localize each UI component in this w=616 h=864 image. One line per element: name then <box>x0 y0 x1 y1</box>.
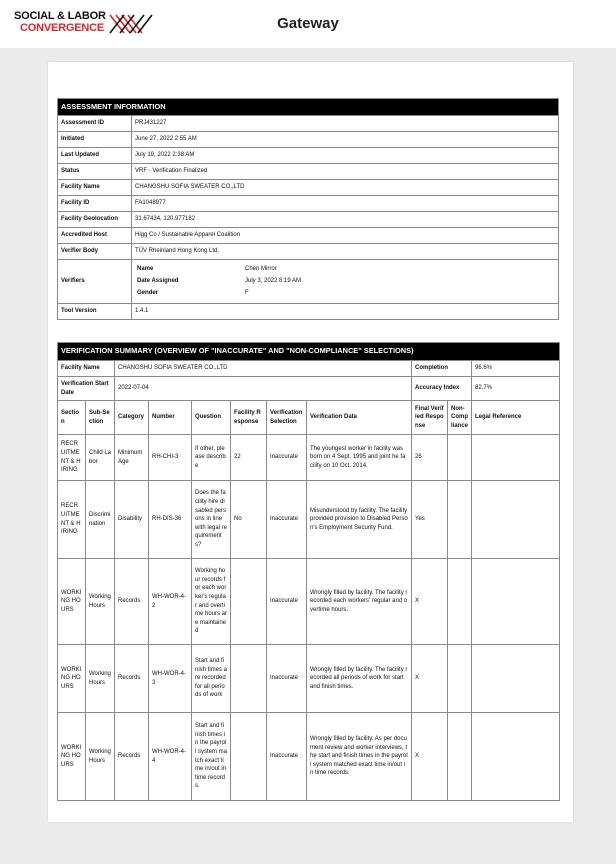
verification-summary-table <box>57 342 560 801</box>
cell-question: Start and finish times in the payroll system match exact time in/out in time records. <box>192 713 231 801</box>
assessment-row <box>58 244 559 260</box>
facility-id-value: FA1048977 <box>132 196 559 212</box>
assessment-row <box>58 180 559 196</box>
assessment-id-value: PRJ431227 <box>132 116 559 132</box>
cell-final: Yes <box>412 481 448 559</box>
table-row <box>58 481 560 559</box>
cell-noncompliance <box>448 713 472 801</box>
assessment-heading-row <box>58 99 559 116</box>
verifiers-label: Verifiers <box>58 260 132 304</box>
cell-response: 22 <box>231 435 267 481</box>
verifier-name-label: Name <box>137 266 154 273</box>
cell-final: X <box>412 713 448 801</box>
cell-noncompliance <box>448 559 472 645</box>
cell-section: RECRUITMENT & HIRING <box>58 435 86 481</box>
facility-name-label: Facility Name <box>58 180 132 196</box>
cell-section: WORKING HOURS <box>58 713 86 801</box>
col-verification-selection: Verification Selection <box>267 401 307 435</box>
verifier-gender-value: F <box>245 290 249 297</box>
initiated-value: June 27, 2022 2:55 AM <box>132 132 559 148</box>
col-category: Category <box>115 401 149 435</box>
cell-category: Disability <box>115 481 149 559</box>
cell-category: Minimum Age <box>115 435 149 481</box>
app-header <box>0 0 616 48</box>
geolocation-label: Facility Geolocation <box>58 212 132 228</box>
summary-start-row <box>58 377 560 401</box>
verifiers-row <box>58 260 559 304</box>
completion-label: Completion <box>412 361 472 377</box>
accuracy-index-value: 82.7% <box>472 377 560 401</box>
start-date-value: 2022-07-04 <box>115 377 412 401</box>
verifier-date-label: Date Assigned <box>137 278 179 285</box>
col-facility-response: Facility Response <box>231 401 267 435</box>
accredited-host-label: Accredited Host <box>58 228 132 244</box>
cell-category: Records <box>115 645 149 713</box>
cell-final: X <box>412 645 448 713</box>
summary-facility-value: CHANGSHU SOFIA SWEATER CO.,LTD <box>115 361 412 377</box>
cell-number: WH-WOR-4-3 <box>149 645 192 713</box>
cell-number: RH-CHI-3 <box>149 435 192 481</box>
summary-facility-label: Facility Name <box>58 361 115 377</box>
cell-category: Records <box>115 713 149 801</box>
status-value: VRF - Verification Finalized <box>132 164 559 180</box>
summary-heading: VERIFICATION SUMMARY (OVERVIEW OF "INACCURATE" AND "NON-COMPLIANCE" SELECTIONS) <box>58 343 560 361</box>
cell-legal <box>472 481 560 559</box>
accuracy-index-label: Accuracy Index <box>412 377 472 401</box>
facility-name-value: CHANGSHU SOFIA SWEATER CO.,LTD <box>132 180 559 196</box>
cell-subsection: Working Hours <box>86 713 115 801</box>
cell-data: Misunderstood by facility. The facility provided provision to Disabled Person's Employment Security Fund. <box>307 481 412 559</box>
cell-response <box>231 713 267 801</box>
cell-legal <box>472 713 560 801</box>
cell-subsection: Working Hours <box>86 645 115 713</box>
cell-section: WORKING HOURS <box>58 559 86 645</box>
assessment-row <box>58 228 559 244</box>
status-label: Status <box>58 164 132 180</box>
tool-version-value: 1.4.1 <box>132 304 559 320</box>
cell-response <box>231 645 267 713</box>
assessment-information-table <box>57 98 559 320</box>
cell-number: WH-WOR-4-2 <box>149 559 192 645</box>
cell-section: RECRUITMENT & HIRING <box>58 481 86 559</box>
cell-data: The youngest worker in facility was born on 4 Sept. 1995 and joint he facility on 10 Oct. 2014. <box>307 435 412 481</box>
cell-number: WH-WOR-4-4 <box>149 713 192 801</box>
col-final-verified-response: Final Verified Response <box>412 401 448 435</box>
verifier-name-value: Chen Mirror <box>245 266 277 273</box>
table-row <box>58 713 560 801</box>
cell-response <box>231 559 267 645</box>
cell-data: Wrongly filled by facility. As per document review and worker interviews, the start and finish times in the payroll system matched exact time in/out in time records. <box>307 713 412 801</box>
cell-final: 26 <box>412 435 448 481</box>
col-verification-data: Verification Data <box>307 401 412 435</box>
assessment-id-label: Assessment ID <box>58 116 132 132</box>
cell-noncompliance <box>448 481 472 559</box>
cell-question: Does the facility hire disabled persons in line with legal requirements? <box>192 481 231 559</box>
verifier-gender-label: Gender <box>137 290 159 297</box>
col-question: Question <box>192 401 231 435</box>
summary-heading-row <box>58 343 560 361</box>
cell-response: No <box>231 481 267 559</box>
logo-line-1: SOCIAL & LABOR <box>14 10 106 22</box>
verifier-body-label: Verifier Body <box>58 244 132 260</box>
col-non-compliance: Non-Compliance <box>448 401 472 435</box>
report-page <box>48 62 573 822</box>
cell-noncompliance <box>448 645 472 713</box>
assessment-row <box>58 148 559 164</box>
cell-data: Wrongly filled by facility. The facility recorded all periods of work for start and finish times. <box>307 645 412 713</box>
assessment-row <box>58 196 559 212</box>
summary-column-headers <box>58 401 560 435</box>
assessment-row <box>58 116 559 132</box>
tool-version-label: Tool Version <box>58 304 132 320</box>
cell-noncompliance <box>448 435 472 481</box>
completion-value: 96.6% <box>472 361 560 377</box>
cell-subsection: Discrimination <box>86 481 115 559</box>
cell-data: Wrongly filled by facility. The facility recorded each workers' regular and overtime hours. <box>307 559 412 645</box>
cell-legal <box>472 559 560 645</box>
col-section: Section <box>58 401 86 435</box>
assessment-heading: ASSESSMENT INFORMATION <box>58 99 559 116</box>
verifiers-subtable <box>137 264 337 300</box>
assessment-row <box>58 164 559 180</box>
verifier-date-value: July 3, 2022 8:19 AM <box>245 278 302 285</box>
page-title: Gateway <box>277 15 339 32</box>
col-sub-section: Sub-Section <box>86 401 115 435</box>
last-updated-value: July 19, 2022 2:38 AM <box>132 148 559 164</box>
verifiers-cell <box>132 260 559 304</box>
last-updated-label: Last Updated <box>58 148 132 164</box>
cell-number: RH-DIS-36 <box>149 481 192 559</box>
tool-version-row <box>58 304 559 320</box>
table-row <box>58 645 560 713</box>
logo-line-2: CONVERGENCE <box>20 22 104 34</box>
cell-selection: Inaccurate <box>267 559 307 645</box>
cell-question: Start and finish times are recorded for all periods of work <box>192 645 231 713</box>
cell-category: Records <box>115 559 149 645</box>
cell-selection: Inaccurate <box>267 645 307 713</box>
cell-legal <box>472 645 560 713</box>
summary-facility-row <box>58 361 560 377</box>
cell-selection: Inaccurate <box>267 713 307 801</box>
cell-subsection: Working Hours <box>86 559 115 645</box>
initiated-label: Initiated <box>58 132 132 148</box>
table-row <box>58 435 560 481</box>
table-row <box>58 559 560 645</box>
col-number: Number <box>149 401 192 435</box>
cell-question: If other, please describe <box>192 435 231 481</box>
start-date-label: Verification Start Date <box>58 377 115 401</box>
accredited-host-value: Higg Co / Sustainable Apparel Coalition <box>132 228 559 244</box>
cell-final: X <box>412 559 448 645</box>
cell-selection: Inaccurate <box>267 435 307 481</box>
cell-selection: Inaccurate <box>267 481 307 559</box>
cell-section: WORKING HOURS <box>58 645 86 713</box>
cell-question: Working hour records for each worker's regular and overtime hours are maintained <box>192 559 231 645</box>
col-legal-reference: Legal Reference <box>472 401 560 435</box>
assessment-row <box>58 132 559 148</box>
verifier-body-value: TÜV Rheinland Hong Kong Ltd. <box>132 244 559 260</box>
cell-subsection: Child Labor <box>86 435 115 481</box>
assessment-row <box>58 212 559 228</box>
facility-id-label: Facility ID <box>58 196 132 212</box>
cell-legal <box>472 435 560 481</box>
geolocation-value: 31.67434, 120.977182 <box>132 212 559 228</box>
